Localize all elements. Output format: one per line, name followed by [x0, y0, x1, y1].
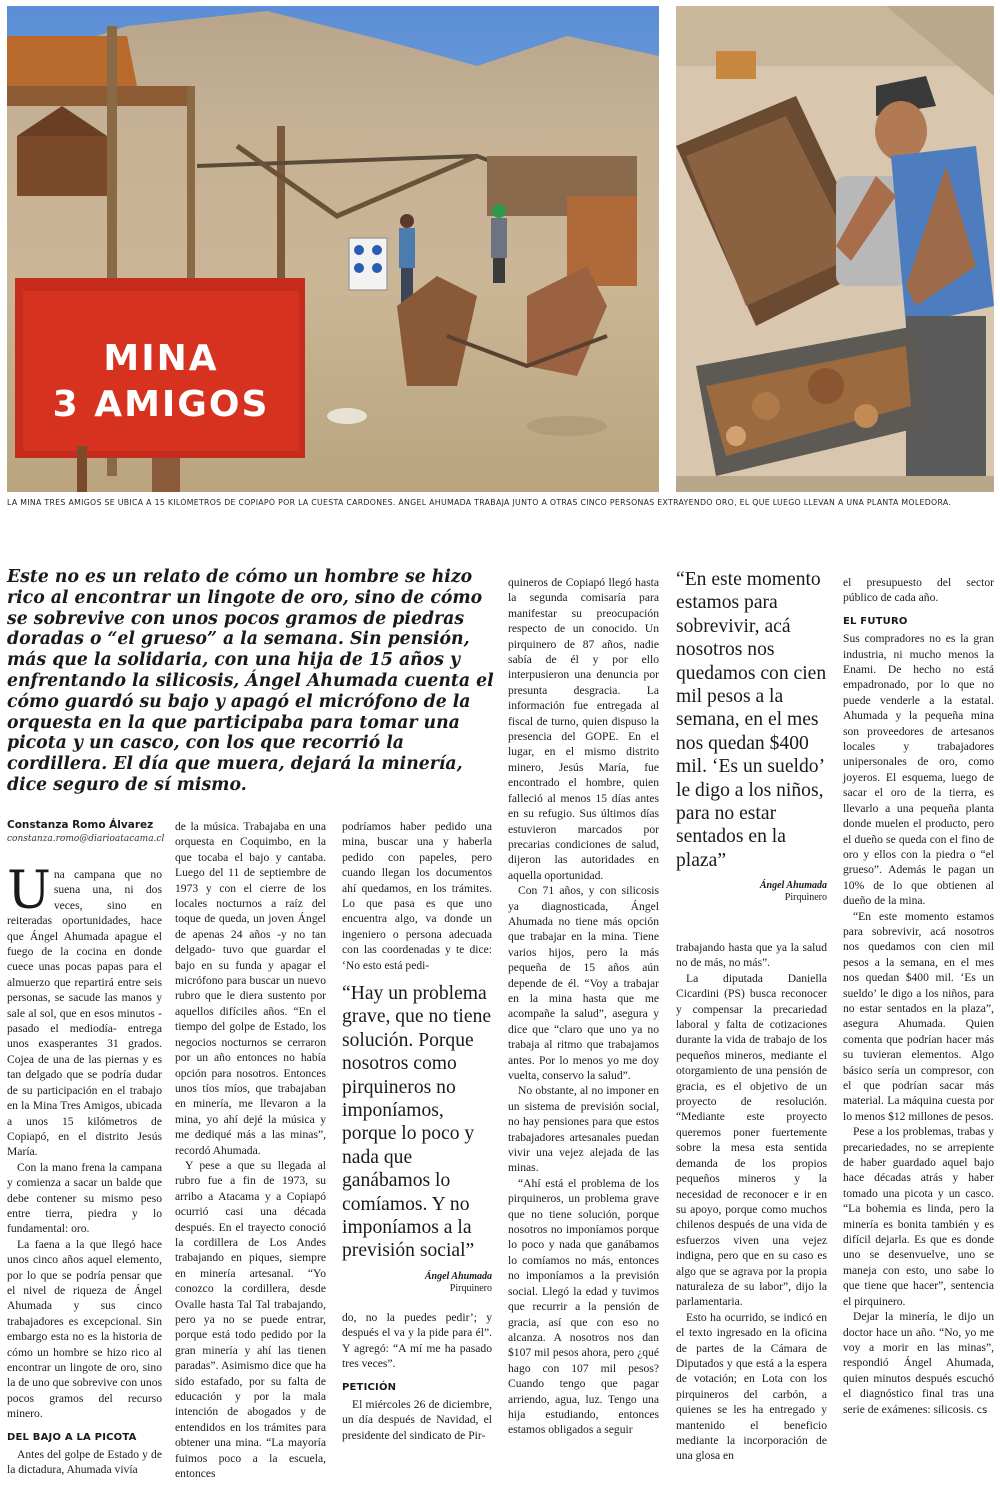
byline	[7, 819, 167, 844]
pull-quote-2	[676, 568, 827, 904]
paragraph: Con la mano frena la campana y comienza a sacar un balde que debe contener su mismo peso entre tierra, piedra y lo fundamental: oro.	[7, 1160, 162, 1236]
paragraph: “Ahí está el problema de los pirquineros, un problema grave que no tiene solución, porque nosotros no imponíamos porque lo poco y nada que ganábamos lo comíamos no más, entonces no imponíamos a la previsión social. Llegó la edad y tuvimos que recurrir a la pensión de gracia, así que con eso no alcanza. A nosotros nos dan $107 mil pesos ahora, pero ¿qué hago con 107 mil pesos? Cuando tengo que pagar arriendo, agua, luz. Tengo una hija estudiando, entonces estamos obligados a seguir	[508, 1176, 659, 1437]
paragraph	[843, 1309, 994, 1418]
section-heading: DEL BAJO A LA PICOTA	[7, 1431, 137, 1443]
paragraph: Esto ha ocurrido, se indicó en el texto ingresado en la oficina de partes de la Cámara de Diputados y que está a la espera de votación; en Lota con los pirquineros del carbón, a quienes se les ha entregado y mantenido el beneficio mediante la incorporación de una glosa en	[676, 1310, 827, 1463]
paragraph: “En este momento estamos para sobrevivir, acá nosotros nos quedamos con cien mil pesos a la semana, en el mes nos quedan $400 mil. ‘Es un sueldo’ le digo a los niños, para no estar sentados en la plaza”, asegura Ahumada. Quien comenta que podrían hacer más su tuvieran elementos. Algo básico sería un compresor, con el que podrían sacar más material. La máquina cuesta por lo menos $12 millones de pesos.	[843, 909, 994, 1123]
paragraph: de la música. Trabajaba en una orquesta en Coquimbo, en la que tocaba el bajo y cantaba. Luego del 11 de septiembre de 1973 y con el cierre de los locales nocturnos a raíz del toque de queda, un joven Ángel de apenas 24 años -y no tan delgado- tuvo que guardar el bajo en su funda y apagar el micrófono para buscar un nuevo rubro que le diera sustento por aquellos difíciles años. “En el tiempo del golpe de Estado, los negocios nocturnos se cerraron por un año entonces no había opción para nosotros. Entonces unos tíos míos, que trabajaban en minería, me llevaron a la mina, yo ahí dejé la música y me dediqué más a las minas”, recordó Ahumada.	[175, 820, 326, 1157]
section-heading: EL FUTURO	[843, 615, 908, 627]
paragraph-text: Dejar la minería, le dijo un doctor hace un año. “No, yo me voy a morir en las minas”, respondió Ángel Ahumada, quien minutos después escuchó el diagnóstico final tras una serie de exámenes: silicosis.	[843, 1310, 994, 1416]
article-column-3-top	[342, 819, 492, 973]
article-column-3-bottom	[342, 1310, 492, 1443]
drop-cap: U	[7, 861, 51, 921]
pull-quote-1	[342, 982, 492, 1295]
sign-text-line1: MINA	[103, 338, 219, 379]
article-column-1	[7, 861, 162, 1478]
paragraph: quineros de Copiapó llegó hasta la segunda comisaría para manifestar su preocupación respecto de un conocido. Un pirquinero de 87 años, nadie sabía de él y por ello interpusieron una denuncia por presunta desgracia. La información fue entregada al fiscal de turno, quien dispuso la presencia del GOPE. En el lugar, en el mismo distrito minero, Jesús María, fue encontrado el hombre, quien falleció al menos 15 días antes en su refugio. Sus últimos días estuvieron marcados por precarias condiciones de salud, dijeron las autoridades en aquella oportunidad.	[508, 576, 659, 882]
paragraph-text: na campana que no suena una, ni dos veces, sino en reiteradas oportunidades, hace que Ángel Ahumada apague el fuego de la cocina en donde cuece unas pocas papas para el almuerzo que repartirá entre seis personas, se sacude las manos y sale al sol, que en esos minutos -pasado el mediodía- entrega unos exasperantes 31 grados. Cojea de una de las piernas y es tan delgado que se podría dudar de su participación en el trabajo en la Mina Tres Amigos, ubicada a unos 15 kilómetros de Copiapó, en el distrito Jesús María.	[7, 868, 162, 1159]
paragraph: trabajando hasta que ya la salud no de más, no más”.	[676, 941, 827, 970]
paragraph: Con 71 años, y con silicosis ya diagnosticada, Ángel Ahumada no tiene más opción que trabajar en la mina. Tiene varios hijos, pero la más pequeña de 15 años aún depende de él. “Voy a trabajar en la mina hasta que me acompañe la salud”, asegura y dice que “claro que uno ya no trabaja al ritmo que trabajamos antes. Por lo menos yo me doy vuelta, conservo la salud”.	[508, 884, 659, 1082]
quote-author-role: Pirquinero	[784, 892, 827, 904]
photo-miner-pouring-ore	[676, 6, 994, 492]
author-name: Constanza Romo Álvarez	[7, 819, 154, 831]
quote-author: Ángel Ahumada	[424, 1270, 492, 1282]
paragraph: El miércoles 26 de diciembre, un día después de Navidad, el presidente del sindicato de Pir-	[342, 1398, 492, 1442]
paragraph: Y pese a que su llegada al rubro fue a fin de 1973, su arribo a Atacama y a Copiapó ocurrió casi una década después. En el trayecto conoció la cordillera de Los Andes trabajando en piques, siempre en minería artesanal. “Yo conozco la cordillera, desde Ovalle hasta Tal Tal trabajando, pero ya no se puede entrar, porque está todo pedido por la gran minería y ahí las tienen paradas”. Asimismo dice que ha sido estafado, por su falta de educación y por la mala intención de abogados y de entendidos en los trámites para obtener una mina. “La mayoría fuimos poco a la escuela, entonces	[175, 1158, 326, 1481]
mine-site-illustration	[7, 6, 659, 492]
paragraph: No obstante, al no imponer en un sistema de previsión social, no hay pensiones para que estos trabajadores artesanales puedan vivir una vejez alejada de las minas.	[508, 1084, 659, 1175]
quote-text: “En este momento estamos para sobrevivir, acá nosotros nos quedamos con cien mil pesos a la semana, en el mes nos quedan $400 mil. ‘Es un sueldo’ le digo a los niños, para no estar sentados en la plaza”	[676, 569, 827, 871]
paragraph: Sus compradores no es la gran industria, ni mucho menos la Enami. De hecho no está empadronado, por lo que no puede venderle a la estatal. Ahumada y la pequeña mina son proveedores de artesanos locales y trabajadores unipersonales de oro, como joyeros. El esquema, luego de sacar el oro de la tierra, es llevarlo a una pequeña planta donde muelen el producto, pero el dueño se queda con el fino de oro y ellos con la piedra o “el grueso”. Además le pagan un 10% de lo que obtienen al dueño de la mina.	[843, 632, 994, 908]
quote-author-role: Pirquinero	[449, 1282, 492, 1294]
quote-attribution	[342, 1271, 492, 1295]
paragraph: podríamos haber pedido una mina, buscar una y haberla pedido con papeles, pero cuando llegan los documentos ahí quedamos, en los trámites. Lo que pasa es que uno encuentra algo, va donde un ingeniero o persona adecuada con las coordenadas y te dice: ‘No esto está pedi-	[342, 820, 492, 972]
paragraph: Antes del golpe de Estado y de la dictadura, Ahumada vivía	[7, 1448, 162, 1477]
end-mark-icon: cs	[976, 1404, 988, 1416]
article-column-4	[508, 575, 659, 1438]
miner-illustration	[676, 6, 994, 492]
lead-paragraph: Este no es un relato de cómo un hombre se hizo rico al encontrar un lingote de oro, sino de cómo se sobrevive con unos pocos gramos de piedras doradas o “el grueso” a la semana. Sin pensión, más que la solidaria, con una hija de 15 años y enfrentando la silicosis, Ángel Ahumada cuenta el cómo guardó su bajo y apagó el micrófono de la orquesta en la que participaba para tomar una picota y un casco, con los que recorrió la cordillera. El día que muera, dejará la minería, dice seguro de sí mismo.	[7, 567, 494, 795]
paragraph: La faena a la que llegó hace unos cinco años aquel elemento, por lo que se podría pensar que el nivel de riqueza de Ángel Ahumada y sus cinco trabajadores es excepcional. Sin embargo esta no es la historia de cómo un hombre se hizo rico al encontrar un lingote de oro, sino la de uno que sobrevive con unos pocos gramos del recurso minero.	[7, 1237, 162, 1421]
section-heading: PETICIÓN	[342, 1381, 397, 1393]
quote-text: “Hay un problema grave, que no tiene solución. Porque nosotros como pirquineros no imponíamos, porque lo poco y nada que ganábamos lo comíamos. Y no imponíamos a la previsión social”	[342, 983, 492, 1262]
quote-author: Ángel Ahumada	[759, 880, 827, 892]
paragraph: Pese a los problemas, trabas y precariedades, no se arrepiente de haber guardado aquel bajo hace décadas atrás y haber tomado una picota y un casco. “La bohemia es linda, pero la minería es bonita también y es difícil dejarla. Es que es donde uno se desenvuelve, uno se maneja con esto, uno sabe lo que tiene que hacer”, sentencia el pirquinero.	[843, 1125, 994, 1308]
paragraph: do, no la puedes pedir’; y después el va y la pide para él”. Y agregó: “A mí me ha pasado tres veces”.	[342, 1311, 492, 1371]
photo-mine-site	[7, 6, 659, 492]
quote-attribution	[676, 880, 827, 904]
photo-caption: LA MINA TRES AMIGOS SE UBICA A 15 KILÓMETROS DE COPIAPÓ POR LA CUESTA CARDONES. ÁNGEL AHUMADA TRABAJA JUNTO A OTRAS CINCO PERSONAS EXTRAYENDO ORO, EL QUE LUEGO LLEVAN A UNA PLANTA MOLEDORA.	[7, 498, 952, 507]
article-column-5	[676, 940, 827, 1464]
author-email: constanza.romo@diarioatacama.cl	[7, 834, 165, 844]
paragraph: el presupuesto del sector público de cada año.	[843, 576, 994, 605]
sign-text-line2: 3 AMIGOS	[52, 384, 270, 425]
article-column-6	[843, 575, 994, 1418]
article-column-2	[175, 819, 326, 1481]
paragraph: La diputada Daniella Cicardini (PS) busca reconocer y compensar la precariedad laboral y falta de cotizaciones durante la vida de trabajo de los pequeños mineros, mediante el otorgamiento de una pensión de gracia, es el objetivo de un proyecto de resolución. “Mediante este proyecto queremos poner fuertemente sobre la mesa esta sentida demanda de los propios pequeños mineros y la necesidad de reconocer e ir en su apoyo, porque como muchos chilenos después de una vida de esfuerzos viven una vejez indigna, pero que en su caso es algo que se agrava por la propia naturaleza de su labor”, dijo la parlamentaria.	[676, 971, 827, 1309]
paragraph	[7, 861, 162, 1160]
